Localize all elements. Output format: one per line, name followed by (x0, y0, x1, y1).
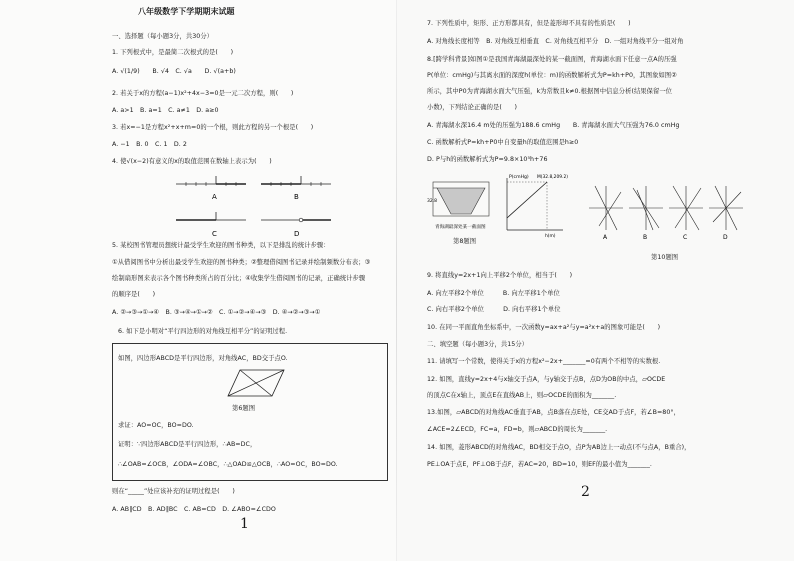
question-11: 11. 请填写一个常数，使得关于x的方程x²−2x+_______=0有两个不相等的实数根. (427, 358, 661, 365)
question-1: 1. 下列根式中，是最简二次根式的是( ) (112, 49, 234, 56)
question-8-line-3: 所示，其中P0为青海湖水面大气压强，k为常数且k≠0.根据图中信息分析(结果保留一位 (427, 88, 673, 95)
figure-10-label-a: A (603, 234, 608, 241)
question-8-option-ab: A. 青海湖水深16.4 m处的压强为188.6 cmHg B. 青海湖水面大气压强为76.0 cmHg (427, 122, 680, 129)
figure-10-graph-a (589, 186, 623, 230)
figure-10-label-d: D (723, 234, 728, 241)
question-6: 6. 如下是小明对“平行四边形的对角线互相平分”的证明过程. (118, 328, 288, 335)
question-13-line-2: ∠ACE=2∠ECD，FC=a，FD=b，则▱ABCD的周长为_______. (427, 426, 608, 433)
figure-8-x-axis-label: h(m) (545, 234, 556, 239)
exam-title: 八年级数学下学期期末试题 (138, 7, 235, 16)
question-6-prove: 求证：AO=OC，BO=DO. (118, 422, 194, 429)
question-8-option-c: C. 函数解析式P=kh+P0中自变量h的取值范围是h≥0 (427, 139, 579, 146)
figure-10-label-c: C (683, 234, 688, 241)
section-choice-heading: 一、选择题（每小题3分，共30分） (112, 33, 214, 40)
question-6-figure-caption: 第6题图 (232, 405, 256, 412)
question-6-proof-line-1: 证明：∵四边形ABCD是平行四边形，∴AB=DC， (118, 441, 257, 448)
page-number-1: 1 (240, 516, 249, 532)
option-label-d: D (294, 230, 300, 238)
option-label-b: B (294, 193, 299, 201)
question-14-line-1: 14. 如图，菱形ABCD的对角线AC，BD相交于点O，点P为AB边上一动点(不与点A，B重合)， (427, 444, 691, 451)
question-6-proof-line-2: ∴∠OAB=∠OCB，∠ODA=∠OBC，∴△OAD≌△OCB，∴AO=OC，BO=DO. (118, 461, 338, 468)
question-2-options: A. a>1 B. a=1 C. a≠1 D. a≥0 (112, 107, 219, 114)
question-6-blank-prompt: 则在“_____”处应该补充的证明过程是( ) (112, 488, 235, 495)
question-4: 4. 使√(x−2)有意义的x的取值范围在数轴上表示为( ) (112, 158, 272, 165)
figure-10-graph-d (709, 186, 743, 230)
figure-8-depth-label: 32.8 (427, 199, 438, 204)
exam-page-right (397, 0, 794, 561)
question-9-options-ab: A. 向左平移2个单位 B. 向左平移1个单位 (427, 290, 560, 297)
figure-8-point-label: M(32.8,209.2) (537, 175, 568, 180)
question-3-options: A. −1 B. 0 C. 1 D. 2 (112, 141, 187, 148)
question-12-line-1: 12. 如图，直线y=2x+4与x轴交于点A，与y轴交于点B，点D为OB的中点，▱OCDE (427, 376, 666, 383)
number-line-c (176, 212, 246, 238)
question-6-parallelogram-figure (222, 366, 292, 402)
question-5-options: A. ②→③→①→④ B. ③→④→①→② C. ①→②→④→③ D. ④→②→③→① (112, 309, 321, 316)
question-5-line-1: ①从借阅图书中分析出最受学生欢迎的图书种类；②整理借阅图书记录并绘制频数分布表；③ (112, 259, 371, 266)
question-8-option-d: D. P与h的函数解析式为P=9.8×10⁵h+76 (427, 156, 548, 163)
question-9-options-cd: C. 向右平移2个单位 D. 向右平移1个单位 (427, 306, 561, 313)
figure-10-caption: 第10题图 (651, 254, 679, 261)
question-3: 3. 若x=−1是方程x²+x+m=0的一个根，则此方程的另一个根是( ) (112, 124, 314, 131)
option-label-a: A (212, 193, 217, 201)
question-2: 2. 若关于x的方程(a−1)x²+4x−3=0是一元二次方程，则( ) (112, 90, 294, 97)
page-number-2: 2 (581, 484, 590, 500)
option-label-c: C (212, 230, 217, 238)
figure-8-pressure-graph (497, 174, 567, 238)
question-12-line-2: 的顶点C在x轴上，顶点E在直线AB上，则▱OCDE的面积为_______. (427, 392, 617, 399)
question-5: 5. 某校图书管理员想统计最受学生欢迎的图书种类，以下是排乱的统计步骤： (112, 242, 330, 249)
question-9: 9. 将直线y=2x+1向上平移2个单位，相当于( ) (427, 272, 573, 279)
question-7: 7. 下列性质中，矩形、正方形都具有，但是菱形却不具有的性质是( ) (427, 20, 631, 27)
section-fill-heading: 二、填空题（每小题3分，共15分） (427, 341, 529, 348)
question-13-line-1: 13.如图，▱ABCD的对角线AC垂直于AB，点B落在点E处，CE交AD于点F，若∠B=80°， (427, 409, 680, 416)
question-4-number-lines (176, 172, 336, 244)
question-6-options: A. AB∥CD B. AD∥BC C. AB=CD D. ∠ABO=∠CDO (112, 506, 276, 513)
figure-8-lake-cross-section (427, 176, 491, 238)
figure-10-option-graphs (587, 182, 747, 240)
figure-8-y-axis-label: P(cmHg) (509, 175, 529, 180)
question-5-line-3: 的顺序是( ) (112, 291, 156, 298)
question-6-given: 如图，四边形ABCD是平行四边形，对角线AC，BD交于点O. (118, 355, 288, 362)
question-8-line-4: 小数)，下列结论正确的是( ) (427, 104, 518, 111)
figure-10-graph-b (629, 186, 663, 230)
question-1-options: A. √(1/9) B. √4 C. √a D. √(a+b) (112, 68, 236, 75)
question-14-line-2: PE⊥OA于点E，PF⊥OB于点F，若AC=20，BD=10，则EF的最小值为_______. (427, 461, 652, 468)
question-7-options: A. 对角线长度相等 B. 对角线互相垂直 C. 对角线互相平分 D. 一组对角线平分一组对角 (427, 38, 684, 45)
number-line-d (261, 218, 331, 238)
question-8-line-1: 8.[跨学科背景]如图①是我国青海湖最深处的某一截面图，青海湖水面下任意一点A的压强 (427, 56, 677, 63)
question-10: 10. 在同一平面直角坐标系中，一次函数y=ax+a²与y=a²x+a的图象可能是( ) (427, 324, 661, 331)
figure-8-caption: 第8题图 (453, 238, 477, 245)
figure-10-graph-c (669, 186, 703, 230)
figure-10-label-b: B (643, 234, 648, 241)
question-8-line-2: P(单位：cmHg)与其离水面的深度h(单位：m)的函数解析式为P=kh+P0，其图象如图② (427, 72, 677, 79)
number-line-b (261, 176, 331, 201)
figure-8-lake-caption: 青海湖最深处某一截面图 (435, 225, 486, 230)
number-line-a (176, 176, 246, 201)
question-5-line-2: 绘制扇形图来表示各个图书种类所占的百分比；④收集学生借阅图书的记录，正确统计步骤 (112, 275, 366, 282)
